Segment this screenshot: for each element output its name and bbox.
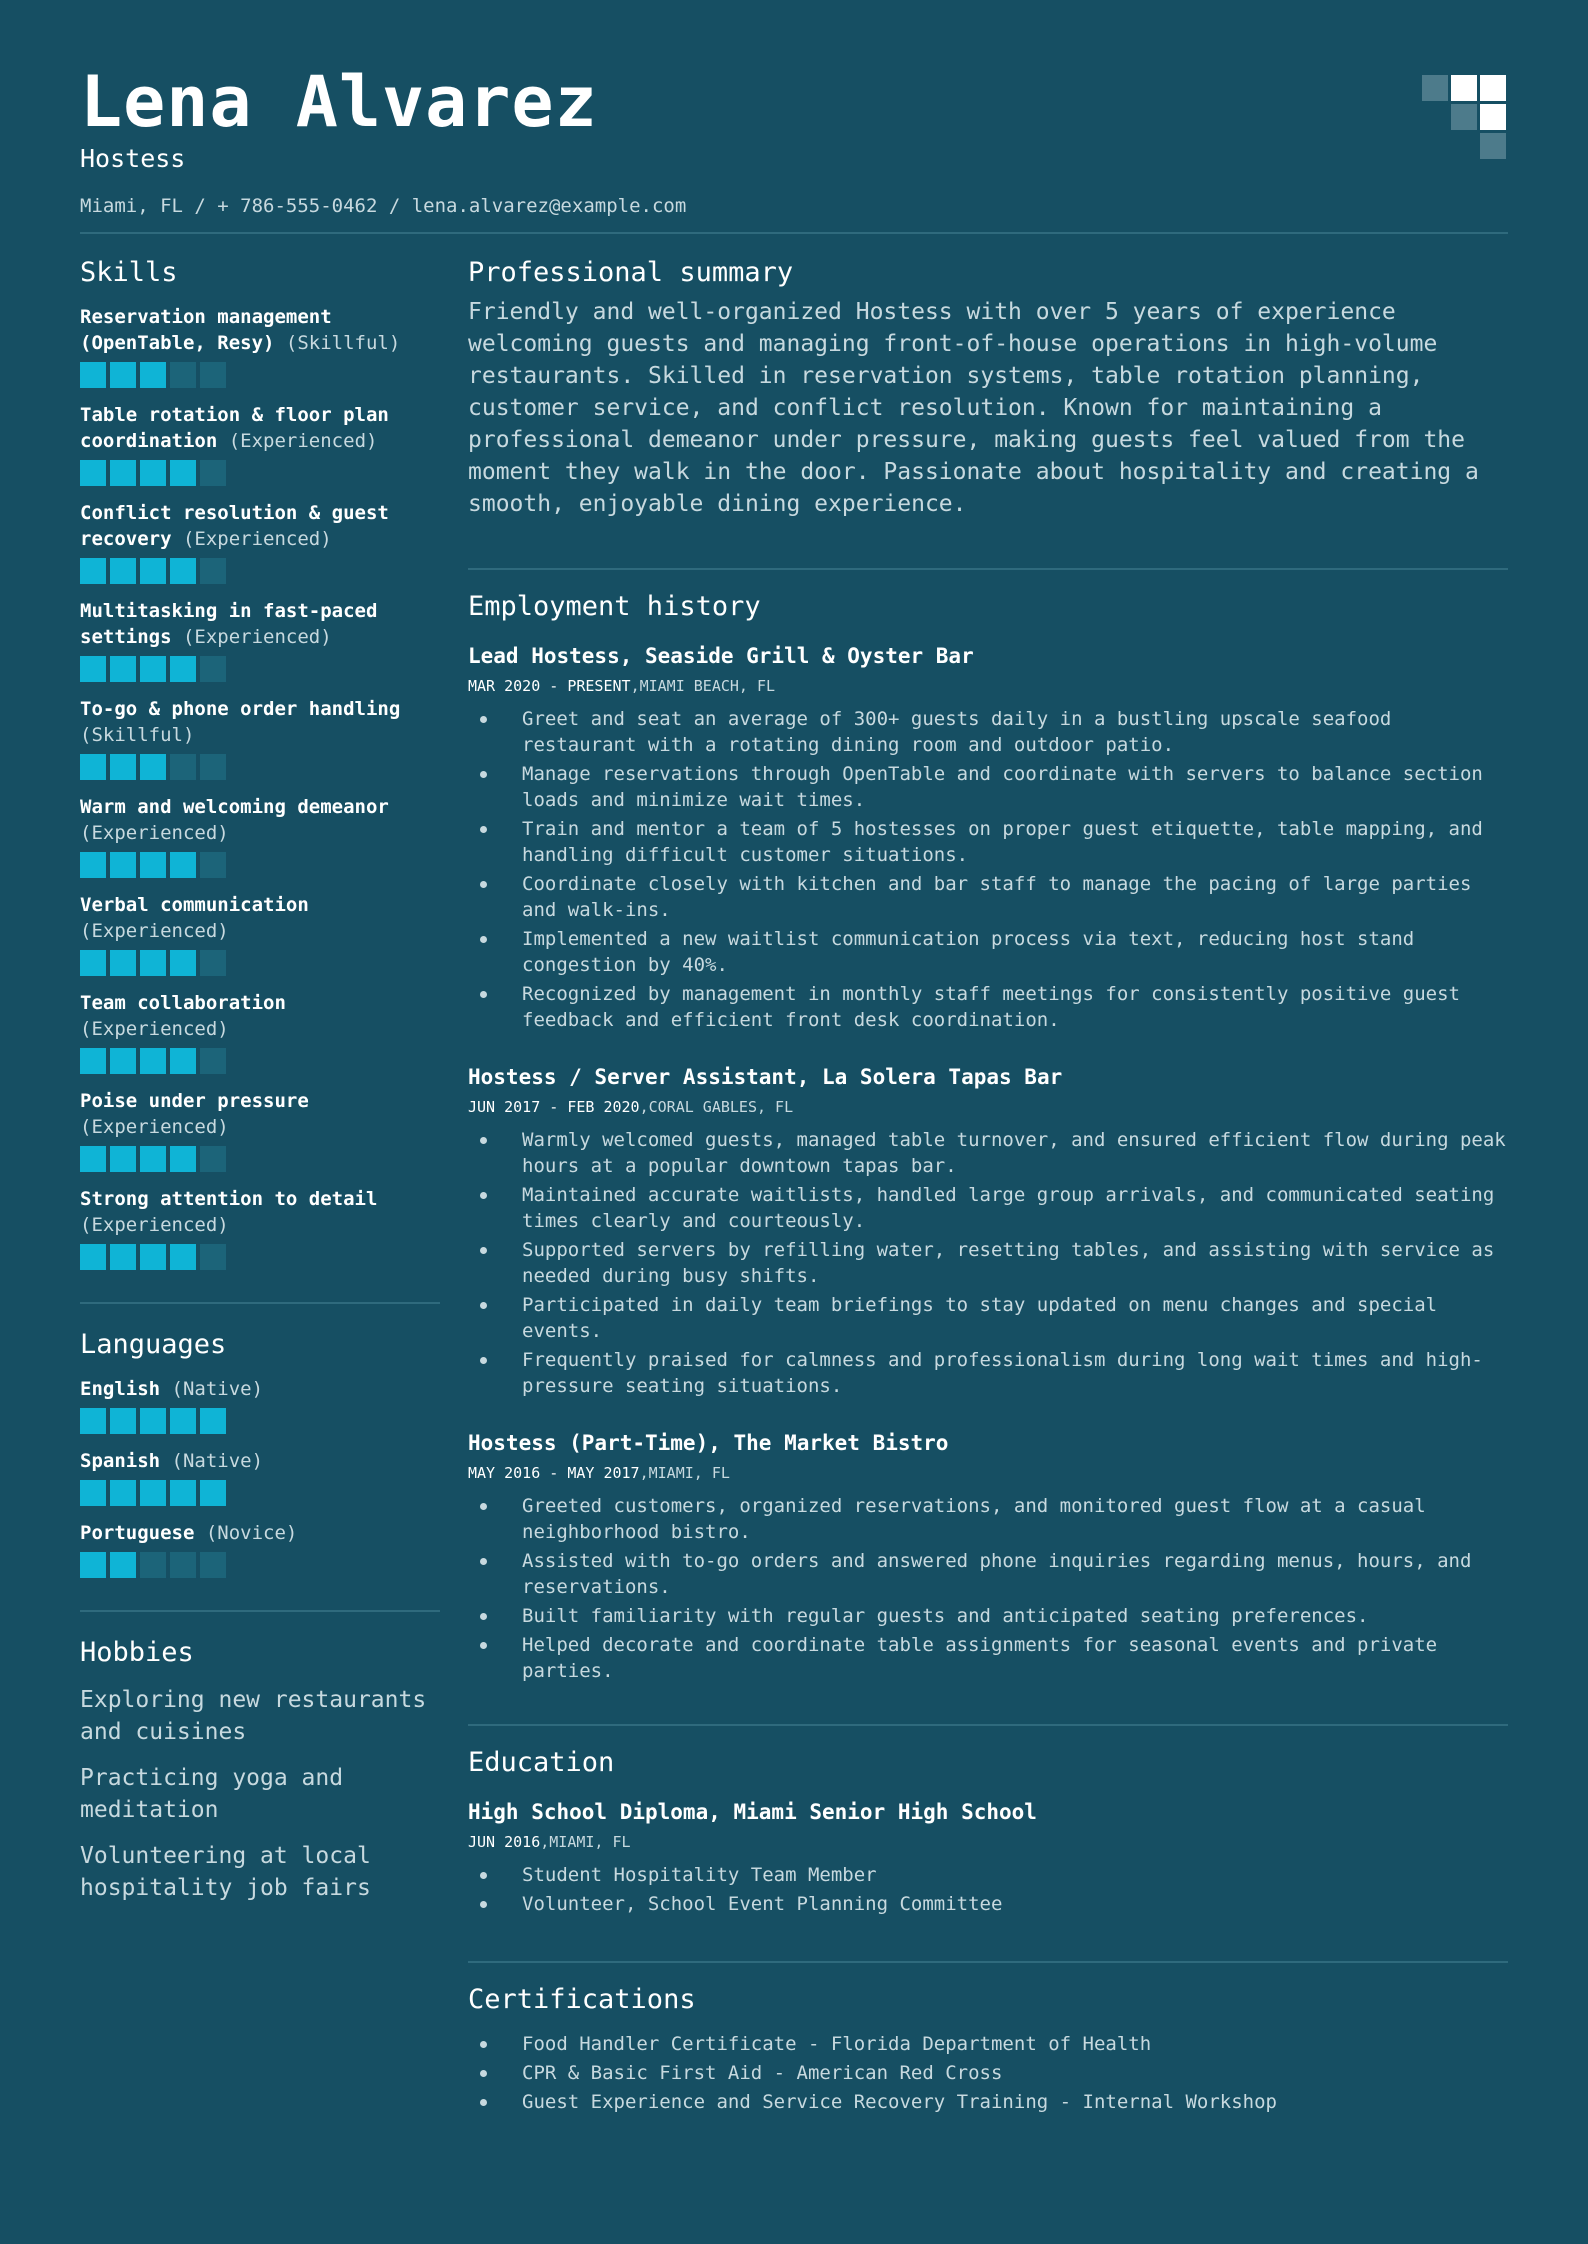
skill-name <box>80 500 440 552</box>
skill-name <box>80 892 440 944</box>
item-level: (Novice) <box>205 1522 298 1544</box>
job-date: MAY 2016 - MAY 2017 <box>468 1464 640 1482</box>
hobby-item: Practicing yoga and meditation <box>80 1765 344 1823</box>
language-item <box>80 1448 440 1506</box>
job-bullets <box>468 706 1508 1033</box>
skill-item <box>80 402 440 486</box>
item-level: (Skillful) <box>285 332 401 354</box>
job-entry <box>468 1063 1508 1399</box>
jobs-list <box>468 642 1508 1684</box>
rating-segment <box>110 362 136 388</box>
bullet-item: Volunteer, School Event Planning Committee <box>468 1891 1508 1917</box>
job-entry <box>468 1798 1508 1917</box>
item-name: Strong attention to detail <box>80 1188 378 1210</box>
bullet-item: Built familiarity with regular guests and anticipated seating preferences. <box>468 1603 1508 1629</box>
job-entry <box>468 642 1508 1033</box>
rating-segment <box>140 558 166 584</box>
rating-bar <box>80 754 440 780</box>
item-name: Verbal communication <box>80 894 309 916</box>
certification-item: Guest Experience and Service Recovery Training - Internal Workshop <box>468 2089 1508 2115</box>
rating-segment <box>200 1408 226 1434</box>
rating-segment <box>80 1048 106 1074</box>
section-divider <box>468 568 1508 570</box>
rating-segment <box>80 460 106 486</box>
item-level: (Experienced) <box>182 626 332 648</box>
skill-name <box>80 304 440 356</box>
sidebar <box>80 256 440 2118</box>
contact-line: Miami, FL / + 786-555-0462 / lena.alvarez@example.com <box>80 195 687 217</box>
skill-item <box>80 1088 440 1172</box>
job-title: Hostess / Server Assistant, La Solera Tapas Bar <box>468 1065 1063 1089</box>
rating-segment <box>110 460 136 486</box>
bullet-item: Manage reservations through OpenTable and coordinate with servers to balance section loads and minimize wait times. <box>468 761 1508 813</box>
skill-name <box>80 990 440 1042</box>
job-date: MAR 2020 - PRESENT <box>468 677 631 695</box>
logo-square <box>1451 104 1477 130</box>
rating-segment <box>80 1244 106 1270</box>
item-level: (Experienced) <box>80 1214 229 1236</box>
job-location: ,MIAMI, FL <box>639 1464 730 1482</box>
skill-name <box>80 794 440 846</box>
item-name: English <box>80 1378 161 1400</box>
skill-name <box>80 402 440 454</box>
rating-segment <box>170 1552 196 1578</box>
logo-square <box>1480 133 1506 159</box>
language-name <box>80 1448 440 1474</box>
skill-item <box>80 500 440 584</box>
candidate-role: Hostess <box>80 144 186 173</box>
section-divider <box>468 1961 1508 1963</box>
rating-bar <box>80 852 440 878</box>
skill-item <box>80 1186 440 1270</box>
bullet-item: Frequently praised for calmness and professionalism during long wait times and high-pressure seating situations. <box>468 1347 1508 1399</box>
rating-segment <box>110 1480 136 1506</box>
item-level: (Experienced) <box>80 1116 229 1138</box>
item-name: Conflict resolution & guest recovery <box>80 502 389 550</box>
item-level: (Skillful) <box>80 724 195 746</box>
rating-segment <box>170 1146 196 1172</box>
rating-segment <box>170 656 196 682</box>
job-bullets <box>468 1493 1508 1684</box>
item-level: (Experienced) <box>80 920 229 942</box>
job-title: Hostess (Part-Time), The Market Bistro <box>468 1431 949 1455</box>
rating-segment <box>140 1048 166 1074</box>
item-name: Table rotation & floor plan coordination <box>80 404 389 452</box>
bullet-item: Participated in daily team briefings to stay updated on menu changes and special events. <box>468 1292 1508 1344</box>
pixel-grid-logo-icon <box>1422 75 1508 161</box>
bullet-item: Warmly welcomed guests, managed table turnover, and ensured efficient flow during peak hours at a popular downtown tapas bar. <box>468 1127 1508 1179</box>
rating-segment <box>170 1408 196 1434</box>
skill-name <box>80 1088 440 1140</box>
rating-segment <box>110 558 136 584</box>
rating-segment <box>110 852 136 878</box>
rating-bar <box>80 1552 440 1578</box>
rating-segment <box>140 1146 166 1172</box>
rating-segment <box>140 1480 166 1506</box>
bullet-item: Coordinate closely with kitchen and bar staff to manage the pacing of large parties and walk-ins. <box>468 871 1508 923</box>
bullet-item: Maintained accurate waitlists, handled large group arrivals, and communicated seating times clearly and courteously. <box>468 1182 1508 1234</box>
skill-name <box>80 1186 440 1238</box>
skill-item <box>80 696 440 780</box>
bullet-item: Helped decorate and coordinate table assignments for seasonal events and private parties. <box>468 1632 1508 1684</box>
summary-text: Friendly and well-organized Hostess with over 5 years of experience welcoming guests and managing front-of-house operations in high-volume restaurants. Skilled in reservation systems, table rotation planning, customer service, and conflict resolution. Known for maintaining a professional demeanor under pressure, making guests feel valued from the moment they walk in the door. Passionate about hospitality and creating a smooth, enjoyable dining experience. <box>468 299 1479 517</box>
languages-list <box>80 1376 440 1578</box>
logo-square <box>1480 75 1506 101</box>
item-name: To-go & phone order handling <box>80 698 401 720</box>
rating-segment <box>110 950 136 976</box>
job-title: Lead Hostess, Seaside Grill & Oyster Bar <box>468 644 974 668</box>
rating-segment <box>140 460 166 486</box>
resume-header <box>80 0 1508 217</box>
rating-segment <box>170 1048 196 1074</box>
hobby-item: Exploring new restaurants and cuisines <box>80 1687 427 1745</box>
rating-segment <box>80 558 106 584</box>
skills-heading: Skills <box>80 257 178 288</box>
item-name: Reservation management (OpenTable, Resy) <box>80 306 332 354</box>
item-name: Team collaboration <box>80 992 286 1014</box>
rating-bar <box>80 1048 440 1074</box>
rating-segment <box>200 656 226 682</box>
rating-bar <box>80 950 440 976</box>
languages-heading: Languages <box>80 1329 227 1360</box>
item-name: Poise under pressure <box>80 1090 309 1112</box>
rating-segment <box>200 1146 226 1172</box>
item-level: (Native) <box>171 1450 264 1472</box>
job-meta <box>468 676 1508 696</box>
rating-segment <box>80 1146 106 1172</box>
certification-item: Food Handler Certificate - Florida Department of Health <box>468 2031 1508 2057</box>
logo-square <box>1422 75 1448 101</box>
rating-segment <box>80 1552 106 1578</box>
rating-segment <box>80 950 106 976</box>
bullet-item: Assisted with to-go orders and answered phone inquiries regarding menus, hours, and reservations. <box>468 1548 1508 1600</box>
section-divider <box>468 1724 1508 1726</box>
rating-segment <box>110 656 136 682</box>
rating-segment <box>110 1408 136 1434</box>
rating-segment <box>140 656 166 682</box>
skill-item <box>80 598 440 682</box>
rating-segment <box>140 950 166 976</box>
rating-bar <box>80 460 440 486</box>
bullet-item: Recognized by management in monthly staff meetings for consistently positive guest feedback and efficient front desk coordination. <box>468 981 1508 1033</box>
rating-segment <box>80 754 106 780</box>
rating-segment <box>140 1408 166 1434</box>
rating-segment <box>200 852 226 878</box>
rating-segment <box>170 558 196 584</box>
skill-name <box>80 598 440 650</box>
skill-item <box>80 892 440 976</box>
rating-segment <box>110 1146 136 1172</box>
item-level: (Experienced) <box>228 430 378 452</box>
skills-list <box>80 304 440 1270</box>
rating-segment <box>170 852 196 878</box>
rating-segment <box>200 460 226 486</box>
rating-segment <box>170 950 196 976</box>
rating-segment <box>140 852 166 878</box>
rating-segment <box>80 852 106 878</box>
rating-segment <box>110 1048 136 1074</box>
job-meta <box>468 1463 1508 1483</box>
item-name: Portuguese <box>80 1522 195 1544</box>
rating-bar <box>80 362 440 388</box>
certification-item: CPR & Basic First Aid - American Red Cross <box>468 2060 1508 2086</box>
bullet-item: Student Hospitality Team Member <box>468 1862 1508 1888</box>
job-title: High School Diploma, Miami Senior High School <box>468 1800 1037 1824</box>
skill-item <box>80 794 440 878</box>
rating-segment <box>140 362 166 388</box>
job-bullets <box>468 1862 1508 1917</box>
job-date: JUN 2017 - FEB 2020 <box>468 1098 640 1116</box>
rating-bar <box>80 1146 440 1172</box>
rating-segment <box>140 1244 166 1270</box>
rating-segment <box>170 1480 196 1506</box>
item-name: Spanish <box>80 1450 161 1472</box>
skill-item <box>80 990 440 1074</box>
job-location: ,MIAMI BEACH, FL <box>630 677 776 695</box>
logo-square <box>1451 75 1477 101</box>
rating-segment <box>170 362 196 388</box>
rating-segment <box>200 362 226 388</box>
rating-bar <box>80 656 440 682</box>
skill-name <box>80 696 440 748</box>
bullet-item: Implemented a new waitlist communication process via text, reducing host stand congestion by 40%. <box>468 926 1508 978</box>
hobbies-heading: Hobbies <box>80 1637 194 1668</box>
rating-segment <box>170 1244 196 1270</box>
job-location: ,MIAMI, FL <box>540 1833 631 1851</box>
rating-segment <box>110 1244 136 1270</box>
rating-segment <box>200 558 226 584</box>
item-name: Multitasking in fast-paced settings <box>80 600 378 648</box>
item-level: (Experienced) <box>182 528 332 550</box>
education-heading: Education <box>468 1747 615 1778</box>
item-level: (Experienced) <box>80 822 229 844</box>
rating-segment <box>200 950 226 976</box>
rating-segment <box>140 754 166 780</box>
rating-bar <box>80 1408 440 1434</box>
bullet-item: Greeted customers, organized reservations, and monitored guest flow at a casual neighborhood bistro. <box>468 1493 1508 1545</box>
rating-segment <box>200 754 226 780</box>
skill-item <box>80 304 440 388</box>
job-date: JUN 2016 <box>468 1833 541 1851</box>
education-list <box>468 1798 1508 1917</box>
item-name: Warm and welcoming demeanor <box>80 796 389 818</box>
rating-segment <box>80 656 106 682</box>
job-meta <box>468 1832 1508 1852</box>
rating-segment <box>80 362 106 388</box>
summary-heading: Professional summary <box>468 257 794 288</box>
job-meta <box>468 1097 1508 1117</box>
section-divider <box>80 1302 440 1304</box>
bullet-item: Supported servers by refilling water, resetting tables, and assisting with service as needed during busy shifts. <box>468 1237 1508 1289</box>
bullet-item: Greet and seat an average of 300+ guests daily in a bustling upscale seafood restaurant with a rotating dining room and outdoor patio. <box>468 706 1508 758</box>
language-name <box>80 1520 440 1546</box>
main-column <box>468 256 1508 2118</box>
rating-segment <box>80 1408 106 1434</box>
rating-segment <box>200 1552 226 1578</box>
job-bullets <box>468 1127 1508 1399</box>
certifications-list <box>468 2031 1508 2115</box>
bullet-item: Train and mentor a team of 5 hostesses on proper guest etiquette, table mapping, and handling difficult customer situations. <box>468 816 1508 868</box>
rating-segment <box>170 460 196 486</box>
job-entry <box>468 1429 1508 1684</box>
language-item <box>80 1376 440 1434</box>
rating-segment <box>110 1552 136 1578</box>
rating-bar <box>80 1244 440 1270</box>
employment-heading: Employment history <box>468 591 761 622</box>
rating-segment <box>170 754 196 780</box>
language-item <box>80 1520 440 1578</box>
content-columns <box>80 256 1508 2118</box>
logo-square <box>1480 104 1506 130</box>
item-level: (Native) <box>171 1378 264 1400</box>
section-divider <box>80 1610 440 1612</box>
rating-bar <box>80 558 440 584</box>
rating-bar <box>80 1480 440 1506</box>
rating-segment <box>140 1552 166 1578</box>
hobby-item: Volunteering at local hospitality job fairs <box>80 1843 371 1901</box>
rating-segment <box>200 1048 226 1074</box>
rating-segment <box>110 754 136 780</box>
language-name <box>80 1376 440 1402</box>
rating-segment <box>200 1480 226 1506</box>
rating-segment <box>80 1480 106 1506</box>
job-location: ,CORAL GABLES, FL <box>639 1098 794 1116</box>
rating-segment <box>200 1244 226 1270</box>
hobbies-list <box>80 1684 440 1904</box>
certifications-heading: Certifications <box>468 1984 696 2015</box>
candidate-name: Lena Alvarez <box>80 61 598 143</box>
header-divider <box>80 232 1508 234</box>
item-level: (Experienced) <box>80 1018 229 1040</box>
